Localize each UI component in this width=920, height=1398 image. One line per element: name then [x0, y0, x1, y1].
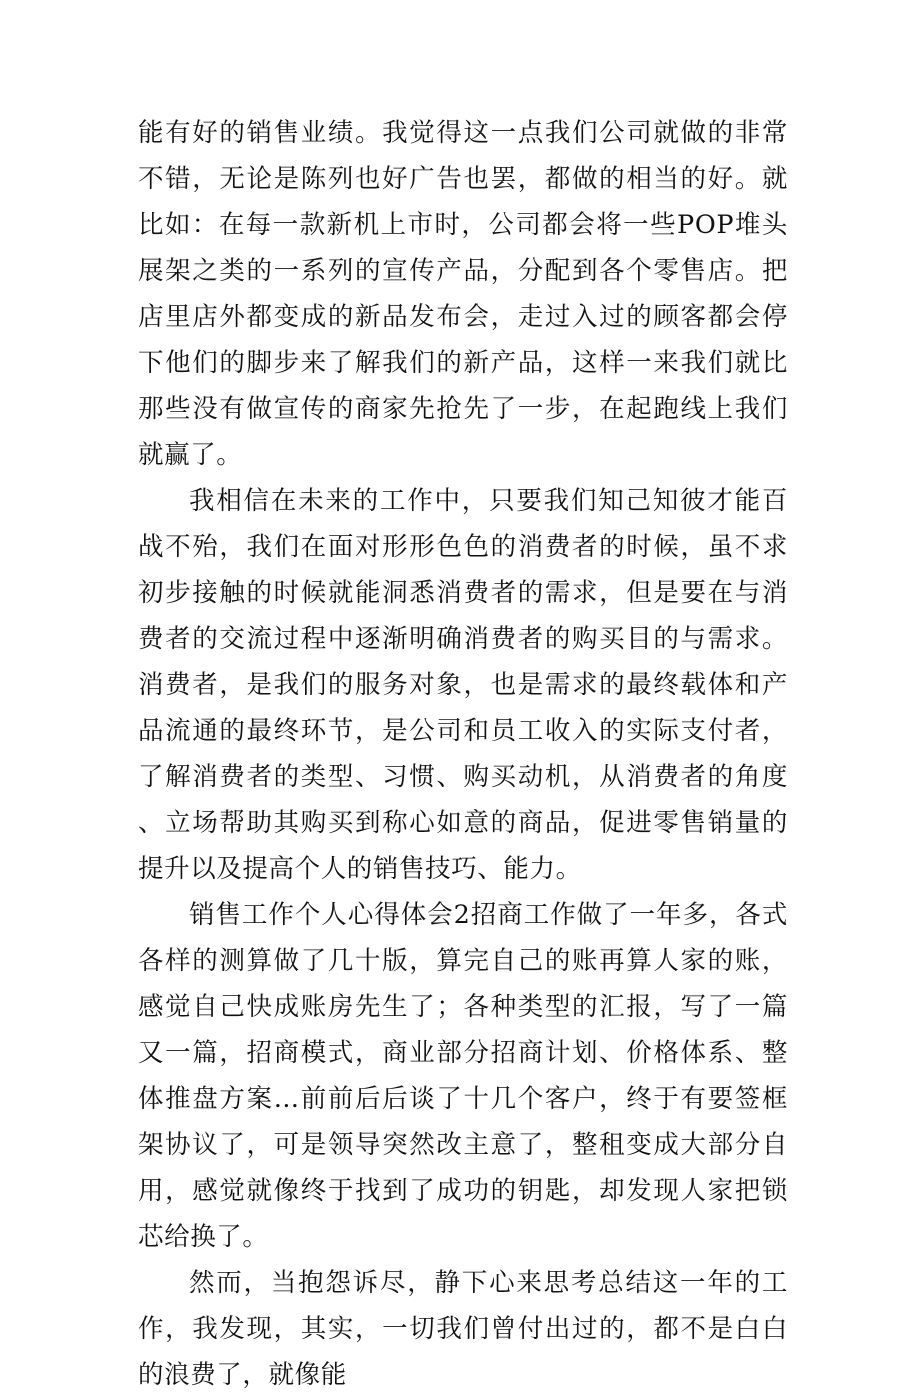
paragraph-1: 能有好的销售业绩。我觉得这一点我们公司就做的非常不错，无论是陈列也好广告也罢，都做的相当的好。就比如：在每一款新机上市时，公司都会将一些POP堆头展架之类的一系列的宣传产品，分配到各个零售店。把店里店外都变成的新品发布会，走过入过的顾客都会停下他们的脚步来了解我们的新产品，这样一来我们就比那些没有做宣传的商家先抢先了一步，在起跑线上我们就赢了。 [138, 118, 788, 470]
paragraph-4: 然而，当抱怨诉尽，静下心来思考总结这一年的工作，我发现，其实，一切我们曾付出过的，都不是白白的浪费了，就像能 [138, 1268, 788, 1390]
paragraph-3: 销售工作个人心得体会2招商工作做了一年多，各式各样的测算做了几十版，算完自己的账再算人家的账，感觉自己快成账房先生了；各种类型的汇报，写了一篇又一篇，招商模式，商业部分招商计划、价格体系、整体推盘方案…前前后后谈了十几个客户，终于有要签框架协议了，可是领导突然改主意了，整租变成大部分自用，感觉就像终于找到了成功的钥匙，却发现人家把锁芯给换了。 [138, 900, 788, 1252]
paragraph-2: 我相信在未来的工作中，只要我们知己知彼才能百战不殆，我们在面对形形色色的消费者的时候，虽不求初步接触的时候就能洞悉消费者的需求，但是要在与消费者的交流过程中逐渐明确消费者的购买目的与需求。消费者，是我们的服务对象，也是需求的最终载体和产品流通的最终环节，是公司和员工收入的实际支付者，了解消费者的类型、习惯、购买动机，从消费者的角度、立场帮助其购买到称心如意的商品，促进零售销量的提升以及提高个人的销售技巧、能力。 [138, 486, 788, 884]
body-text [138, 110, 788, 1398]
